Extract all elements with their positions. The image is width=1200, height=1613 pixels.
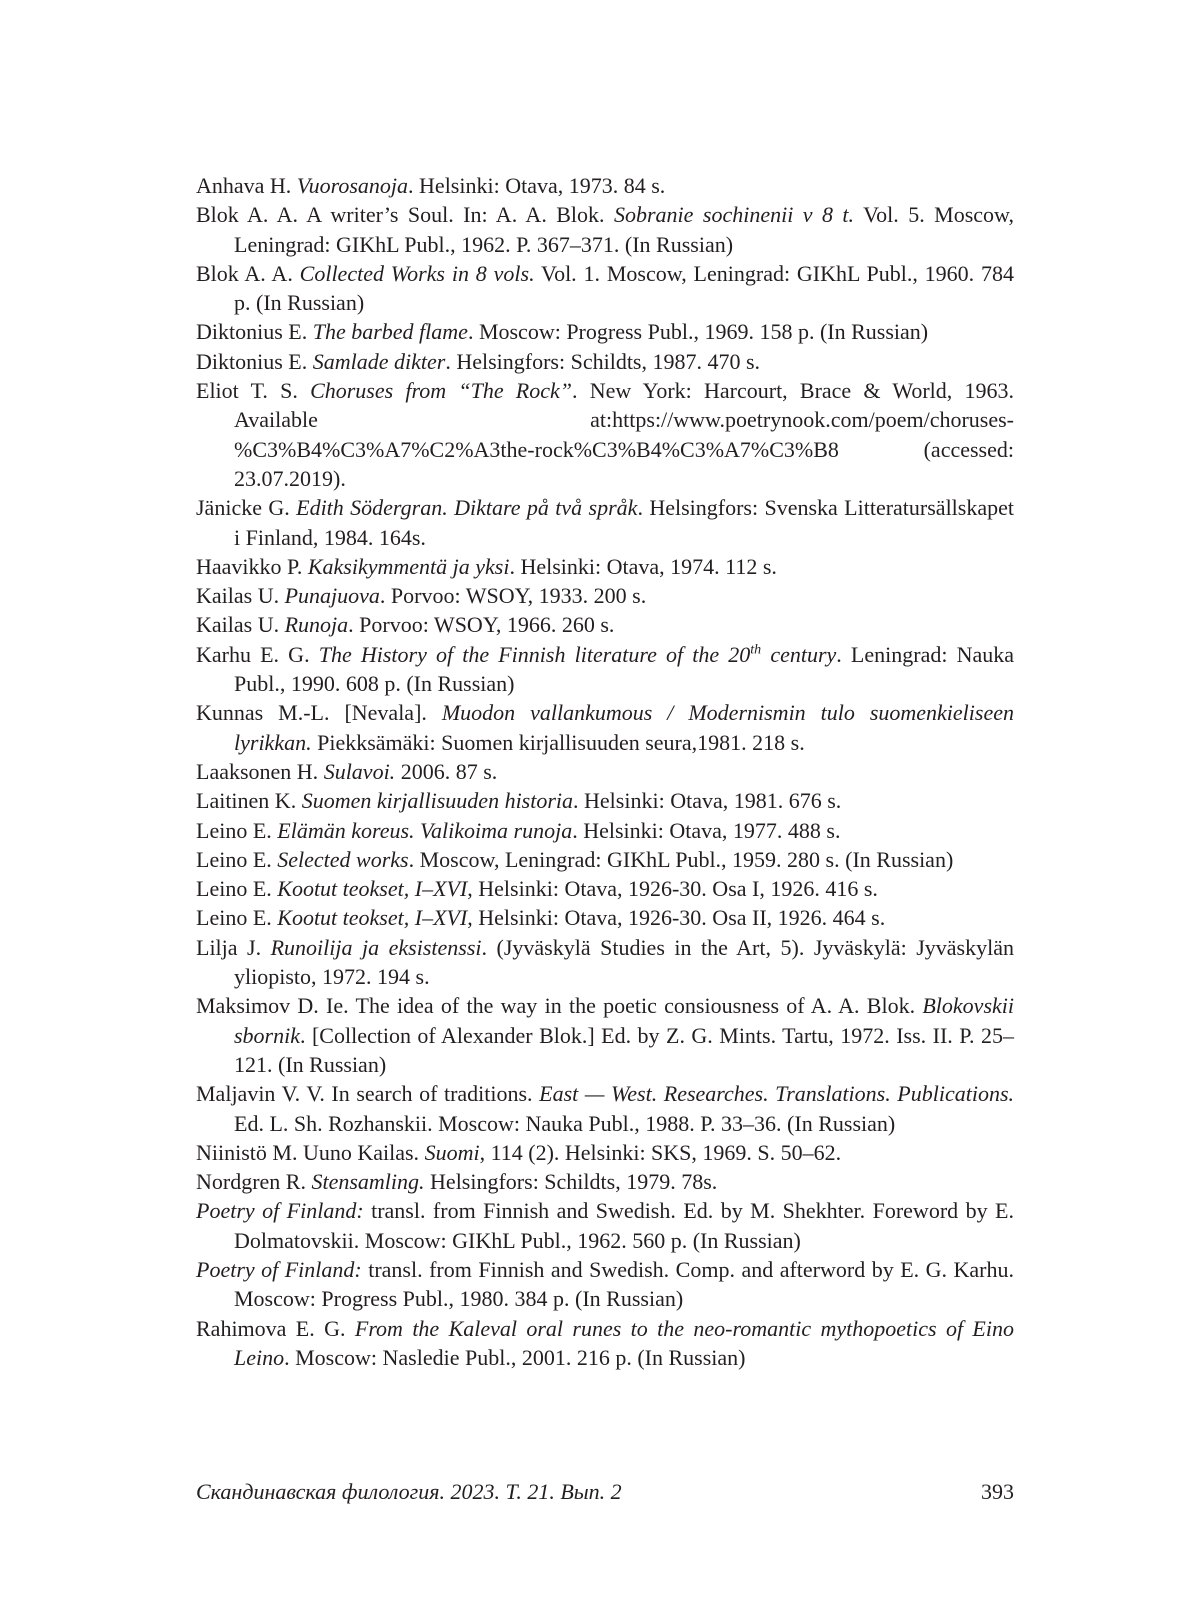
reference-entry xyxy=(196,1167,1014,1196)
reference-entry xyxy=(196,640,1014,699)
italic-title: Kootut teokset, I–XVI xyxy=(277,876,468,902)
italic-title: Runoilija ja eksistenssi xyxy=(270,934,482,960)
reference-text: . Helsinki: Otava, 1974. 112 s. xyxy=(509,553,777,579)
reference-text: Ed. L. Sh. Rozhanskii. Moscow: Nauka Publ., 1988. P. 33–36. (In Russian) xyxy=(234,1110,896,1136)
reference-entry xyxy=(196,786,1014,815)
reference-text: Diktonius E. xyxy=(196,348,313,374)
reference-text: Blok A. A. xyxy=(196,260,300,286)
reference-entry xyxy=(196,933,1014,992)
italic-title: Choruses from “The Rock” xyxy=(310,378,573,404)
reference-text: . Leningrad: Nauka Publ., 1990. 608 p. (In Russian) xyxy=(234,641,1015,697)
reference-list xyxy=(196,171,1014,1372)
reference-entry xyxy=(196,991,1014,1079)
reference-text: . New York: Harcourt, Brace & World, 1963. Available at:https://www.poetrynook.com/poem/choruses-%C3%B4%C3%A7%C2%A3the-rock%C3%B4%C3%A7%C3%B8 (accessed: 23.07.2019). xyxy=(234,378,1014,491)
reference-entry xyxy=(196,1138,1014,1167)
reference-text: . Moscow: Progress Publ., 1969. 158 p. (In Russian) xyxy=(467,319,929,345)
reference-text: Leino E. xyxy=(196,846,278,872)
reference-text: Rahimova E. G. xyxy=(196,1315,355,1341)
italic-title: Collected Works in 8 vols. xyxy=(299,260,535,286)
reference-entry xyxy=(196,493,1014,552)
italic-title: century xyxy=(761,641,837,667)
reference-text: . Helsinki: Otava, 1973. 84 s. xyxy=(408,173,666,198)
reference-text: . Moscow, Leningrad: GIKhL Publ., 1959. 280 s. (In Russian) xyxy=(408,846,954,872)
italic-title: Muodon vallankumous / Modernismin tulo suomenkieliseen lyrikkan. xyxy=(234,700,1014,755)
reference-text: Niinistö M. Uuno Kailas. xyxy=(196,1139,425,1165)
italic-title: Punajuova xyxy=(284,583,380,609)
page-footer xyxy=(196,1478,1014,1506)
italic-title: Elämän koreus. Valikoima runoja xyxy=(277,817,573,843)
italic-title: Sulavoi. xyxy=(323,758,396,784)
reference-text: . (Jyväskylä Studies in the Art, 5). Jyväskylä: Jyväskylän yliopisto, 1972. 194 s. xyxy=(234,934,1014,990)
page-number: 393 xyxy=(981,1479,1014,1504)
reference-text: . Porvoo: WSOY, 1933. 200 s. xyxy=(379,583,647,609)
reference-text: Maljavin V. V. In search of traditions. xyxy=(196,1081,540,1107)
italic-title: Kaksikymmentä ja yksi xyxy=(307,553,510,579)
reference-text: Kunnas M.-L. [Nevala]. xyxy=(196,700,442,726)
reference-text: Laitinen K. xyxy=(196,788,302,814)
italic-title: Kootut teokset, I–XVI xyxy=(277,905,468,931)
italic-title: Poetry of Finland: xyxy=(196,1256,362,1282)
reference-text: Lilja J. xyxy=(196,934,271,960)
italic-title: The barbed flame xyxy=(312,319,468,345)
reference-text: Kailas U. xyxy=(196,583,285,609)
italic-title: Samlade dikter xyxy=(312,348,446,374)
reference-text: . [Collection of Alexander Blok.] Ed. by Z. G. Mints. Tartu, 1972. Iss. II. P. 25–121. (In Russian) xyxy=(234,1022,1014,1077)
italic-title: East — West. Researches. Translations. Publications. xyxy=(539,1081,1015,1107)
reference-text: 2006. 87 s. xyxy=(395,758,498,784)
reference-entry xyxy=(196,376,1014,493)
reference-entry xyxy=(196,610,1014,639)
reference-entry xyxy=(196,317,1014,346)
reference-text: . Helsingfors: Schildts, 1987. 470 s. xyxy=(445,348,761,374)
reference-entry xyxy=(196,903,1014,932)
reference-text: Vol. 5. Moscow, Leningrad: GIKhL Publ., 1962. P. 367–371. (In Russian) xyxy=(234,202,1014,257)
reference-entry xyxy=(196,171,1014,200)
reference-entry xyxy=(196,200,1014,259)
superscript-text: th xyxy=(750,642,762,658)
reference-text: Vol. 1. Moscow, Leningrad: GIKhL Publ., 1960. 784 p. (In Russian) xyxy=(234,260,1014,316)
reference-text: Nordgren R. xyxy=(196,1169,312,1195)
reference-text: Karhu E. G. xyxy=(196,641,319,667)
reference-text: Helsingfors: Schildts, 1979. 78s. xyxy=(424,1169,718,1195)
reference-text: Leino E. xyxy=(196,905,278,931)
italic-title: Selected works xyxy=(277,846,409,872)
reference-text: Leino E. xyxy=(196,876,278,902)
reference-text: . Helsinki: Otava, 1977. 488 s. xyxy=(572,817,841,843)
reference-text: . Moscow: Nasledie Publ., 2001. 216 p. (In Russian) xyxy=(284,1344,746,1370)
italic-title: Edith Södergran. Diktare på två språk xyxy=(296,495,638,521)
reference-text: , Helsinki: Otava, 1926-30. Osa I, 1926. 416 s. xyxy=(467,876,878,902)
reference-entry xyxy=(196,552,1014,581)
italic-title: Vuorosanoja xyxy=(296,173,409,198)
reference-text: Leino E. xyxy=(196,817,278,843)
reference-text: Eliot T. S. xyxy=(196,378,311,404)
italic-title: Suomen kirjallisuuden historia xyxy=(301,788,574,814)
reference-text: transl. from Finnish and Swedish. Comp. and afterword by E. G. Karhu. Moscow: Progress Publ., 1980. 384 p. (In Russian) xyxy=(234,1256,1014,1312)
reference-text: , Helsinki: Otava, 1926-30. Osa II, 1926. 464 s. xyxy=(467,905,886,931)
reference-entry xyxy=(196,1079,1014,1138)
italic-title: From the Kaleval oral runes to the neo-romantic mythopoetics of Eino Leino xyxy=(234,1315,1014,1370)
reference-entry xyxy=(196,816,1014,845)
reference-entry xyxy=(196,1255,1014,1314)
reference-text: Kailas U. xyxy=(196,612,285,638)
reference-text: Maksimov D. Ie. The idea of the way in the poetic consiousness of A. A. Blok. xyxy=(196,993,923,1019)
reference-entry xyxy=(196,347,1014,376)
reference-text: Anhava H. xyxy=(196,173,297,198)
reference-entry xyxy=(196,581,1014,610)
reference-entry xyxy=(196,259,1014,318)
italic-title: Suomi xyxy=(424,1139,480,1165)
reference-text: Diktonius E. xyxy=(196,319,313,345)
reference-text: Blok A. A. A writer’s Soul. In: A. A. Blok. xyxy=(196,202,614,228)
reference-entry xyxy=(196,698,1014,757)
reference-text: Haavikko P. xyxy=(196,553,308,579)
reference-entry xyxy=(196,845,1014,874)
reference-text: transl. from Finnish and Swedish. Ed. by M. Shekhter. Foreword by E. Dolmatovskii. Moscow: GIKhL Publ., 1962. 560 p. (In Russian) xyxy=(234,1198,1014,1253)
reference-text: Laaksonen H. xyxy=(196,758,324,784)
reference-entry xyxy=(196,757,1014,786)
reference-text: . Porvoo: WSOY, 1966. 260 s. xyxy=(348,612,615,638)
italic-title: Runoja xyxy=(284,612,349,638)
reference-text: . Helsingfors: Svenska Litteratursällskapet i Finland, 1984. 164s. xyxy=(234,495,1014,550)
italic-title: Stensamling. xyxy=(311,1169,425,1195)
reference-text: . Helsinki: Otava, 1981. 676 s. xyxy=(573,788,842,814)
italic-title: Blokovskii sbornik xyxy=(234,993,1014,1048)
italic-title: Sobranie sochinenii v 8 t. xyxy=(614,202,855,228)
reference-entry xyxy=(196,874,1014,903)
reference-text: , 114 (2). Helsinki: SKS, 1969. S. 50–62. xyxy=(479,1139,842,1165)
italic-title: The History of the Finnish literature of the 20 xyxy=(318,641,751,667)
reference-text: Jänicke G. xyxy=(196,495,297,521)
reference-entry xyxy=(196,1196,1014,1255)
reference-text: Piekksämäki: Suomen kirjallisuuden seura,1981. 218 s. xyxy=(311,729,805,755)
italic-title: Poetry of Finland: xyxy=(196,1198,364,1224)
journal-title: Скандинавская филология. 2023. Т. 21. Вып. 2 xyxy=(196,1479,622,1504)
reference-entry xyxy=(196,1314,1014,1373)
